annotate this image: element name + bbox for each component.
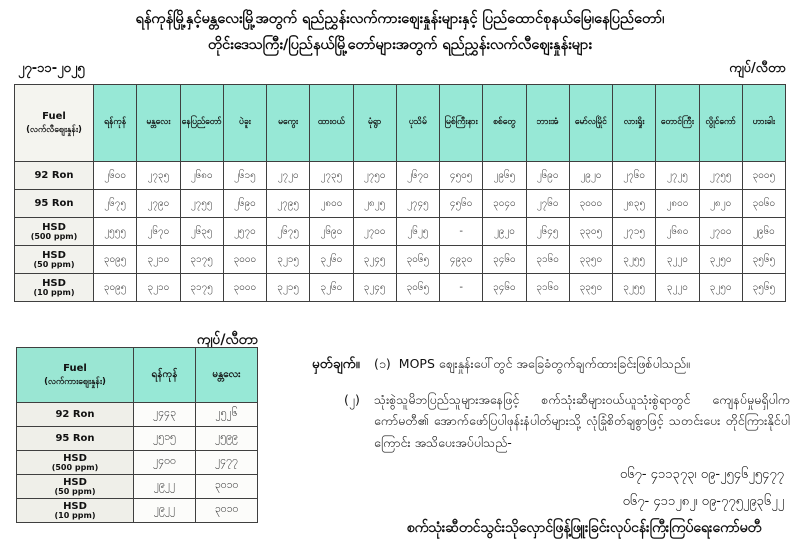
price-cell: ၂၆၀၀ bbox=[94, 162, 137, 190]
wholesale-price-table bbox=[16, 347, 258, 523]
price-cell: ၃၀၀၀ bbox=[569, 190, 612, 218]
city-column-header: နေပြည်တော် bbox=[180, 85, 223, 162]
city-column-header: ရန်ကုန် bbox=[94, 85, 137, 162]
price-cell: ၂၇၆၀ bbox=[526, 190, 569, 218]
price-cell: ၄၉၃၀ bbox=[440, 246, 483, 274]
price-cell: ၃၀၀၀ bbox=[223, 246, 266, 274]
price-cell: ၂၉၆၅ bbox=[483, 162, 526, 190]
price-cell: ၂၈၂၅ bbox=[353, 190, 396, 218]
price-cell: ၂၈၂၀ bbox=[699, 190, 742, 218]
price-row bbox=[17, 475, 258, 499]
price-cell: ၃၂၅၀ bbox=[699, 274, 742, 302]
city-column-header: လားရှိုး bbox=[613, 85, 656, 162]
fuel-corner-title: Fuel bbox=[42, 110, 66, 122]
price-row bbox=[17, 451, 258, 475]
price-cell: ၄၅၆၀ bbox=[440, 190, 483, 218]
fuel-row-header: HSD (50 ppm) bbox=[15, 246, 94, 274]
price-cell: ၃၂၅၅ bbox=[613, 274, 656, 302]
price-cell: ၂၆၉၀ bbox=[526, 162, 569, 190]
city-column-header: မကွေး bbox=[267, 85, 310, 162]
date-label: ၂၇-၁၁-၂၀၂၅ bbox=[18, 61, 85, 76]
city-column-header: မန္တလေး bbox=[196, 348, 258, 403]
note-2-text: သုံးစွဲသူမိဘပြည်သူများအနေဖြင့် စက်သုံးဆီများဝယ်ယူသုံးစွဲရာတွင် ကျေနပ်မှုမရှိပါက ကော်မတီ၏ အောက်ဖော်ပြပါဖုန်းနံပါတ်များသို့ လုံခြုံစိတ်ချစွာဖြင့် သတင်းပေး တိုင်ကြားနိုင်ပါကြောင်း အသိပေးအပ်ပါသည်- bbox=[374, 392, 790, 450]
note-item-1 bbox=[374, 356, 788, 375]
fuel-row-header: 92 Ron bbox=[15, 162, 94, 190]
price-cell: ၂၆၉၀ bbox=[310, 218, 353, 246]
price-cell: ၂၆၇၅ bbox=[94, 190, 137, 218]
note-1-marker: (၁) bbox=[374, 356, 391, 371]
price-cell: ၃၁၆၀ bbox=[526, 274, 569, 302]
city-column-header: ဘားအံ bbox=[526, 85, 569, 162]
fuel-row-header: 92 Ron bbox=[17, 403, 134, 427]
wholesale-table-body bbox=[17, 403, 258, 523]
fuel-corner-subtitle-wholesale: (လက်ကားဈေးနှုန်း) bbox=[44, 377, 106, 388]
city-column-header: လွိုင်ကော် bbox=[699, 85, 742, 162]
price-cell: ၃၃၅၀ bbox=[569, 274, 612, 302]
note-2-marker: (၂) bbox=[344, 392, 360, 407]
price-cell: ၂၆၇၀ bbox=[137, 218, 180, 246]
price-cell: ၃၂၅၀ bbox=[699, 246, 742, 274]
price-cell: ၂၆၁၅ bbox=[223, 162, 266, 190]
price-row bbox=[17, 427, 258, 451]
price-cell: ၂၆၈၀ bbox=[180, 162, 223, 190]
city-column-header: စစ်တွေ bbox=[483, 85, 526, 162]
fuel-corner-header-wholesale bbox=[17, 348, 134, 403]
fuel-row-header: HSD (50 ppm) bbox=[17, 475, 134, 499]
price-cell: ၂၉၆၀ bbox=[742, 218, 785, 246]
price-cell: - bbox=[440, 218, 483, 246]
wholesale-header-row bbox=[17, 348, 258, 403]
city-column-header: မုံရွာ bbox=[353, 85, 396, 162]
price-cell: ၃၀၀၀ bbox=[223, 274, 266, 302]
price-cell: ၃၂၁၅ bbox=[267, 274, 310, 302]
price-cell: ၄၅၀၅ bbox=[440, 162, 483, 190]
city-column-header: မော်လမြိုင် bbox=[569, 85, 612, 162]
price-cell: ၃၀၄၀ bbox=[483, 190, 526, 218]
price-cell: ၂၅၉၉ bbox=[196, 427, 258, 451]
retail-table-body bbox=[15, 162, 786, 302]
price-cell: ၃၀၆၅ bbox=[396, 246, 439, 274]
price-cell: ၂၆၇၅ bbox=[267, 218, 310, 246]
price-cell: ၂၇၂၀ bbox=[267, 162, 310, 190]
fuel-row-header: HSD (10 ppm) bbox=[17, 499, 134, 523]
price-cell: ၂၇၅၅ bbox=[699, 162, 742, 190]
price-cell: ၃၅၆၅ bbox=[742, 274, 785, 302]
price-cell: ၃၂၁၅ bbox=[267, 246, 310, 274]
price-row bbox=[15, 190, 786, 218]
price-cell: ၃၀၉၅ bbox=[94, 274, 137, 302]
note-item-2 bbox=[344, 389, 790, 453]
hotline-numbers bbox=[620, 462, 784, 515]
price-cell: ၂၅၁၅ bbox=[134, 427, 196, 451]
price-cell: ၃၂၄၅ bbox=[353, 274, 396, 302]
committee-footer: စက်သုံးဆီတင်သွင်းသိုလှောင်ဖြန့်ဖြူးခြင်းလုပ်ငန်းကြီးကြပ်ရေးကော်မတီ bbox=[406, 520, 762, 536]
price-cell: ၃၄၆၀ bbox=[483, 246, 526, 274]
price-cell: ၂၇၃၅ bbox=[310, 162, 353, 190]
unit-label-top: ကျပ်/လီတာ bbox=[729, 61, 786, 76]
price-row bbox=[17, 499, 258, 523]
price-cell: ၂၇၂၅ bbox=[656, 162, 699, 190]
price-cell: ၃၀၆၀ bbox=[742, 190, 785, 218]
price-cell: ၂၅၇၀ bbox=[223, 218, 266, 246]
price-cell: ၂၉၂၂ bbox=[134, 475, 196, 499]
price-cell: ၂၄၀၀ bbox=[134, 451, 196, 475]
price-cell: ၂၈၀၀ bbox=[656, 190, 699, 218]
fuel-corner-title-wholesale: Fuel bbox=[63, 362, 87, 374]
price-cell: ၂၇၁၅ bbox=[613, 218, 656, 246]
retail-price-table bbox=[14, 84, 786, 302]
price-cell: ၂၆၇၀ bbox=[396, 162, 439, 190]
price-cell: ၂၈၀၀ bbox=[310, 190, 353, 218]
fuel-row-header: 95 Ron bbox=[15, 190, 94, 218]
fuel-corner-header bbox=[15, 85, 94, 162]
price-cell: ၃၂၄၅ bbox=[353, 246, 396, 274]
city-column-header: မြစ်ကြီးနား bbox=[440, 85, 483, 162]
price-cell: ၂၄၇၇ bbox=[196, 451, 258, 475]
price-cell: ၂၈၃၅ bbox=[613, 190, 656, 218]
price-cell: ၃၁၆၀ bbox=[526, 246, 569, 274]
unit-label-wholesale: ကျပ်/လီတာ bbox=[196, 332, 258, 348]
page-title bbox=[0, 6, 800, 58]
price-cell: ၃၀၁၀ bbox=[196, 475, 258, 499]
notes-heading: မှတ်ချက်။ bbox=[312, 356, 360, 372]
phone-number-line1: ၀၆၇- ၄၁၁၃၇၃၊ ၀၉-၂၅၄၆၂၅၄၇၇ bbox=[619, 467, 784, 482]
price-cell: ၃၂၂၀ bbox=[656, 274, 699, 302]
price-cell: ၃၂၁၀ bbox=[137, 246, 180, 274]
price-cell: ၃၄၆၀ bbox=[483, 274, 526, 302]
price-cell: ၃၃၅၀ bbox=[569, 246, 612, 274]
city-column-header: ထားဝယ် bbox=[310, 85, 353, 162]
price-cell: ၂၄၄၃ bbox=[134, 403, 196, 427]
city-column-header: ပဲခူး bbox=[223, 85, 266, 162]
fuel-row-header: 95 Ron bbox=[17, 427, 134, 451]
price-cell: ၂၇၅၅ bbox=[180, 190, 223, 218]
price-row bbox=[17, 403, 258, 427]
city-column-header: ပုသိမ် bbox=[396, 85, 439, 162]
price-cell: ၂၅၂၆ bbox=[196, 403, 258, 427]
price-cell: ၂၇၄၅ bbox=[396, 190, 439, 218]
city-column-header: တောင်ကြီး bbox=[656, 85, 699, 162]
price-cell: ၂၇၉၅ bbox=[267, 190, 310, 218]
retail-header-row bbox=[15, 85, 786, 162]
price-row bbox=[15, 162, 786, 190]
price-cell: ၂၆၈၀ bbox=[656, 218, 699, 246]
price-cell: ၃၀၆၅ bbox=[396, 274, 439, 302]
price-cell: ၂၇၉၀ bbox=[137, 190, 180, 218]
city-column-header: ရန်ကုန် bbox=[134, 348, 196, 403]
page-title-line2: တိုင်းဒေသကြီး/ပြည်နယ်မြို့တော်များအတွက် ရည်ညွှန်းလက်လီဈေးနှုန်းများ bbox=[207, 37, 593, 54]
price-cell: ၃၂၅၅ bbox=[613, 246, 656, 274]
fuel-corner-subtitle: (လက်လီဈေးနှုန်း) bbox=[26, 124, 82, 135]
price-cell: ၂၇၃၅ bbox=[137, 162, 180, 190]
price-cell: ၃၅၆၅ bbox=[742, 246, 785, 274]
fuel-row-header: HSD (500 ppm) bbox=[15, 218, 94, 246]
price-cell: ၂၇၆၀ bbox=[613, 162, 656, 190]
price-cell: ၃၂၁၀ bbox=[137, 274, 180, 302]
price-cell: ၂၆၄၅ bbox=[526, 218, 569, 246]
price-cell: ၂၆၉၀ bbox=[223, 190, 266, 218]
price-cell: ၃၁၇၅ bbox=[180, 246, 223, 274]
fuel-row-header: HSD (500 ppm) bbox=[17, 451, 134, 475]
page-title-line1: ရန်ကုန်မြို့နှင့်မန္တလေးမြို့အတွက် ရည်ညွှန်းလက်ကားဈေးနှုန်းများနှင့် ပြည်ထောင်စုနယ်မြေ၊နေပြည်တော်၊ bbox=[135, 11, 665, 27]
price-row bbox=[15, 218, 786, 246]
city-column-header: ဟားခါး bbox=[742, 85, 785, 162]
price-cell: - bbox=[440, 274, 483, 302]
price-row bbox=[15, 246, 786, 274]
price-cell: ၃၀၀၅ bbox=[742, 162, 785, 190]
price-cell: ၃၁၇၅ bbox=[180, 274, 223, 302]
price-cell: ၂၉၂၂ bbox=[134, 499, 196, 523]
city-column-header: မန္တလေး bbox=[137, 85, 180, 162]
price-cell: ၂၉၂၀ bbox=[569, 162, 612, 190]
price-cell: ၃၀၁၀ bbox=[196, 499, 258, 523]
price-cell: ၃၀၉၅ bbox=[94, 246, 137, 274]
price-cell: ၃၂၆၀ bbox=[310, 246, 353, 274]
price-cell: ၃၂၂၀ bbox=[656, 246, 699, 274]
price-cell: ၂၆၂၅ bbox=[396, 218, 439, 246]
price-row bbox=[15, 274, 786, 302]
price-cell: ၃၂၆၀ bbox=[310, 274, 353, 302]
price-cell: ၂၆၃၅ bbox=[180, 218, 223, 246]
price-cell: ၂၅၅၅ bbox=[94, 218, 137, 246]
price-cell: ၃၃၀၅ bbox=[569, 218, 612, 246]
phone-number-line2: ၀၆၇- ၄၁၁၂၈၂၊ ၀၉-၇၇၅၂၉၃၆၂၂ bbox=[622, 493, 784, 509]
price-cell: ၂၉၂၀ bbox=[483, 218, 526, 246]
note-1-text: MOPS ဈေးနှုန်းပေါ်တွင် အခြေခံတွက်ချက်ထားခြင်းဖြစ်ပါသည်။ bbox=[398, 356, 690, 371]
fuel-row-header: HSD (10 ppm) bbox=[15, 274, 94, 302]
price-cell: ၂၇၀၀ bbox=[699, 218, 742, 246]
price-cell: ၂၇၀၀ bbox=[353, 218, 396, 246]
price-cell: ၂၇၅၀ bbox=[353, 162, 396, 190]
